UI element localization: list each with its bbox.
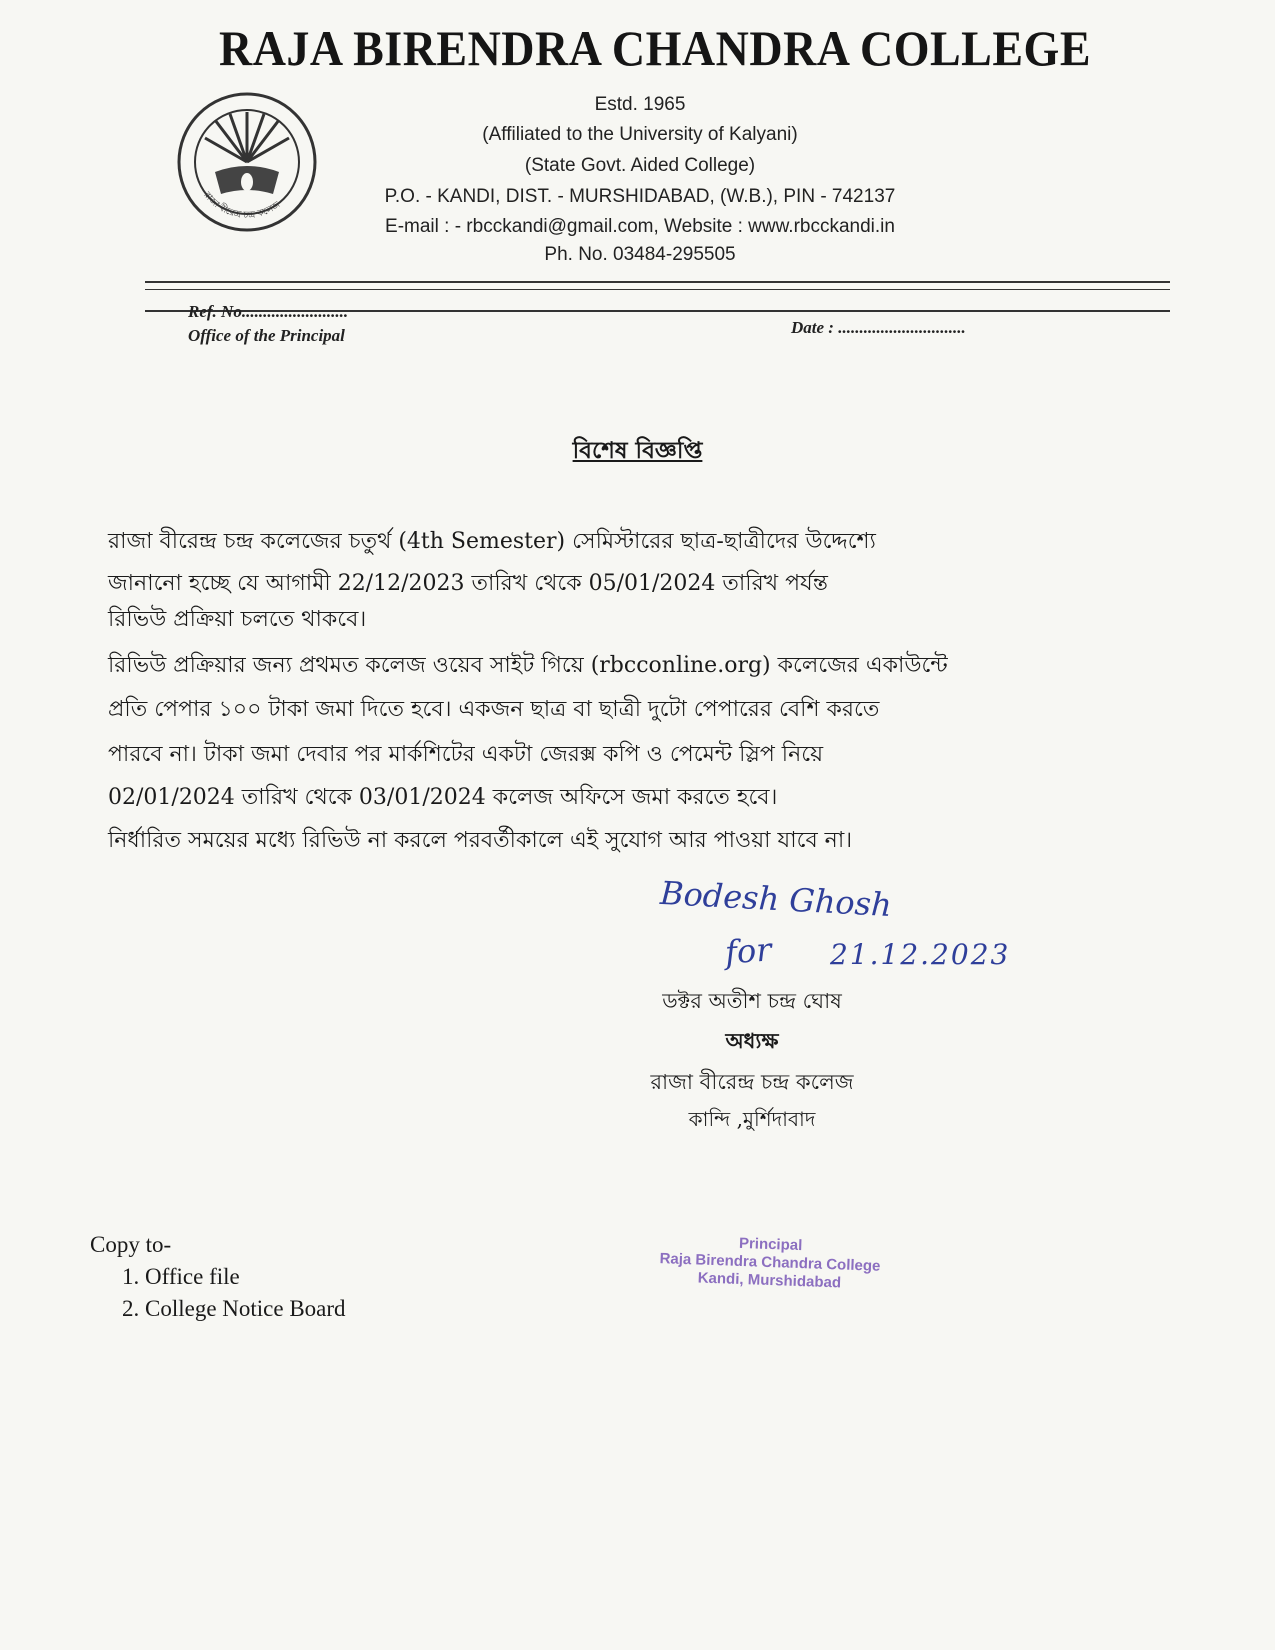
stamp-line: Raja Birendra Chandra College — [659, 1250, 881, 1275]
handwritten-signature: Bodesh Ghosh — [659, 873, 893, 925]
copy-to-item: 2. College Notice Board — [122, 1296, 346, 1321]
signatory-name: ডক্টর অতীশ চন্দ্র ঘোষ — [662, 989, 842, 1013]
signatory-designation: অধ্যক্ষ — [725, 1028, 779, 1053]
notice-title: বিশেষ বিজ্ঞপ্তি — [572, 437, 703, 464]
handwritten-for: for — [723, 930, 773, 972]
header-divider — [145, 281, 1170, 283]
signatory-place: কান্দি ,মুর্শিদাবাদ — [688, 1107, 816, 1131]
notice-line: জানানো হচ্ছে যে আগামী 22/12/2023 তারিখ থেকে 05/01/2024 তারিখ পর্যন্ত — [108, 571, 828, 596]
notice-line: নির্ধারিত সময়ের মধ্যে রিভিউ না করলে পরবর্তীকালে এই সুযোগ আর পাওয়া যাবে না। — [108, 828, 853, 853]
copy-to-item: 1. Office file — [122, 1264, 240, 1289]
date-field: Date : .............................. — [791, 318, 966, 337]
notice-line: রিভিউ প্রক্রিয়া চলতে থাকবে। — [108, 607, 367, 632]
stamp-line: Principal — [738, 1234, 803, 1255]
ref-number: Ref. No......................... — [188, 302, 349, 321]
seal-text: রাজা বীরেন্দ্র চন্দ্র কলেজ — [201, 190, 283, 221]
office-of-principal: Office of the Principal — [188, 326, 345, 345]
established-year: Estd. 1965 — [594, 94, 686, 115]
contact-info: E-mail : - rbcckandi@gmail.com, Website : www.rbcckandi.in — [385, 216, 895, 237]
college-name: RAJA BIRENDRA CHANDRA COLLEGE — [218, 20, 1091, 77]
handwritten-date: 21.12.2023 — [830, 938, 1011, 971]
signatory-college: রাজা বীরেন্দ্র চন্দ্র কলেজ — [650, 1070, 854, 1094]
college-seal-logo — [175, 90, 320, 235]
phone-number: Ph. No. 03484-295505 — [544, 244, 736, 265]
notice-line: 02/01/2024 তারিখ থেকে 03/01/2024 কলেজ অফিসে জমা করতে হবে। — [108, 785, 778, 810]
copy-to-heading: Copy to- — [90, 1232, 172, 1257]
principal-stamp — [619, 1231, 921, 1295]
header-divider — [145, 289, 1170, 290]
notice-line: পারবে না। টাকা জমা দেবার পর মার্কশিটের একটা জেরক্স কপি ও পেমেন্ট স্লিপ নিয়ে — [108, 742, 824, 767]
notice-line: প্রতি পেপার ১০০ টাকা জমা দিতে হবে। একজন ছাত্র বা ছাত্রী দুটো পেপারের বেশি করতে — [108, 697, 880, 722]
affiliation: (Affiliated to the University of Kalyani) — [482, 124, 798, 145]
postal-address: P.O. - KANDI, DIST. - MURSHIDABAD, (W.B.), PIN - 742137 — [384, 186, 896, 207]
stamp-line: Kandi, Murshidabad — [697, 1269, 842, 1292]
notice-line: রিভিউ প্রক্রিয়ার জন্য প্রথমত কলেজ ওয়েব সাইট গিয়ে (rbcconline.org) কলেজের একাউন্টে — [108, 653, 948, 678]
college-status: (State Govt. Aided College) — [524, 155, 756, 176]
notice-line: রাজা বীরেন্দ্র চন্দ্র কলেজের চতুর্থ (4th Semester) সেমিস্টারের ছাত্র-ছাত্রীদের উদ্দেশ্যে — [108, 529, 876, 554]
svg-text:রাজা বীরেন্দ্র চন্দ্র কলেজ — [201, 190, 283, 221]
